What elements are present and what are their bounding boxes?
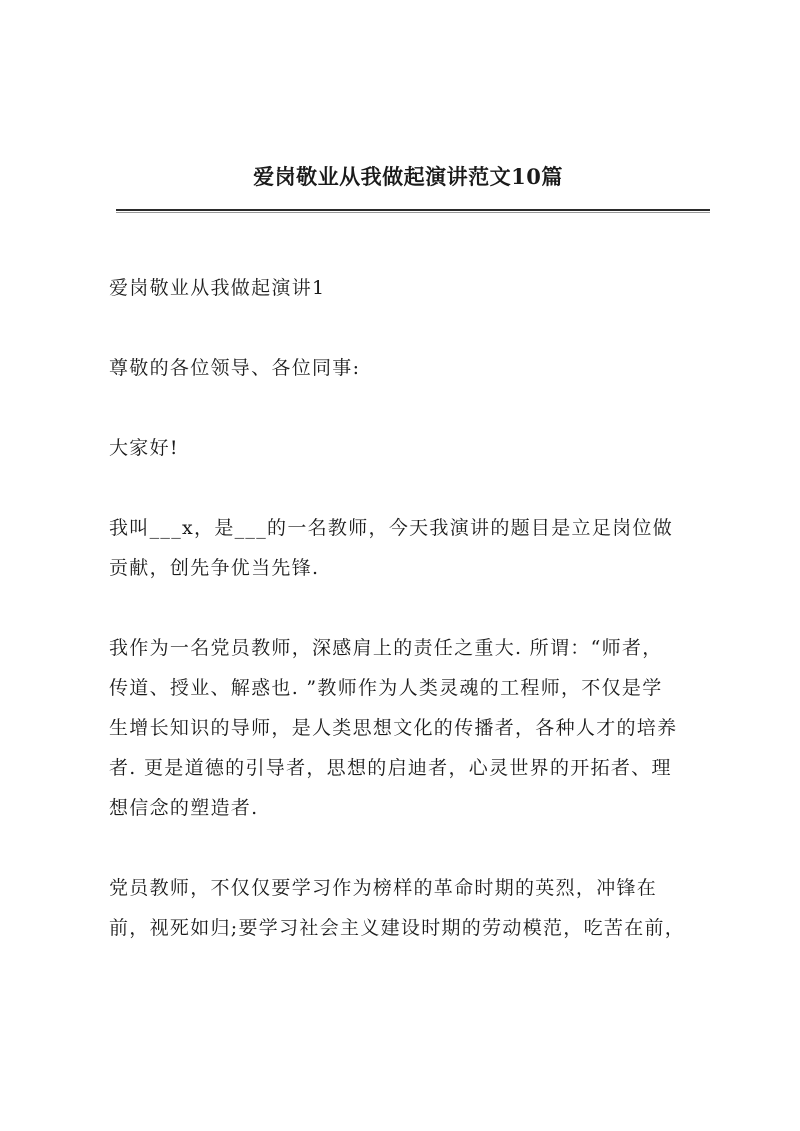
paragraph-line: 我叫___x，是___的一名教师，今天我演讲的题目是立足岗位做 <box>109 517 674 539</box>
paragraph-introduction <box>109 508 713 588</box>
title-divider <box>116 209 710 213</box>
greeting: 大家好! <box>109 437 179 459</box>
paragraph-line: 想信念的塑造者. <box>109 797 259 819</box>
paragraph-line: 我作为一名党员教师，深感肩上的责任之重大. 所谓：“师者， <box>109 637 663 659</box>
salutation: 尊敬的各位领导、各位同事: <box>109 357 361 379</box>
document-title: 爱岗敬业从我做起演讲范文10篇 <box>253 164 563 189</box>
paragraph-line: 传道、授业、解惑也. ”教师作为人类灵魂的工程师，不仅是学 <box>109 677 663 699</box>
paragraph-line: 生增长知识的导师，是人类思想文化的传播者，各种人才的培养 <box>109 717 678 739</box>
paragraph-line: 贡献，创先争优当先锋. <box>109 557 320 579</box>
paragraph-line: 者. 更是道德的引导者，思想的启迪者，心灵世界的开拓者、理 <box>109 757 672 779</box>
paragraph-party-member-teacher <box>109 868 713 948</box>
paragraph-line: 前，视死如归;要学习社会主义建设时期的劳动模范，吃苦在前， <box>109 917 686 939</box>
document-body <box>109 268 713 988</box>
paragraph-line: 党员教师，不仅仅要学习作为榜样的革命时期的英烈，冲锋在 <box>109 877 658 899</box>
paragraph-teacher-responsibility <box>109 628 713 828</box>
section-heading: 爱岗敬业从我做起演讲1 <box>109 277 326 299</box>
